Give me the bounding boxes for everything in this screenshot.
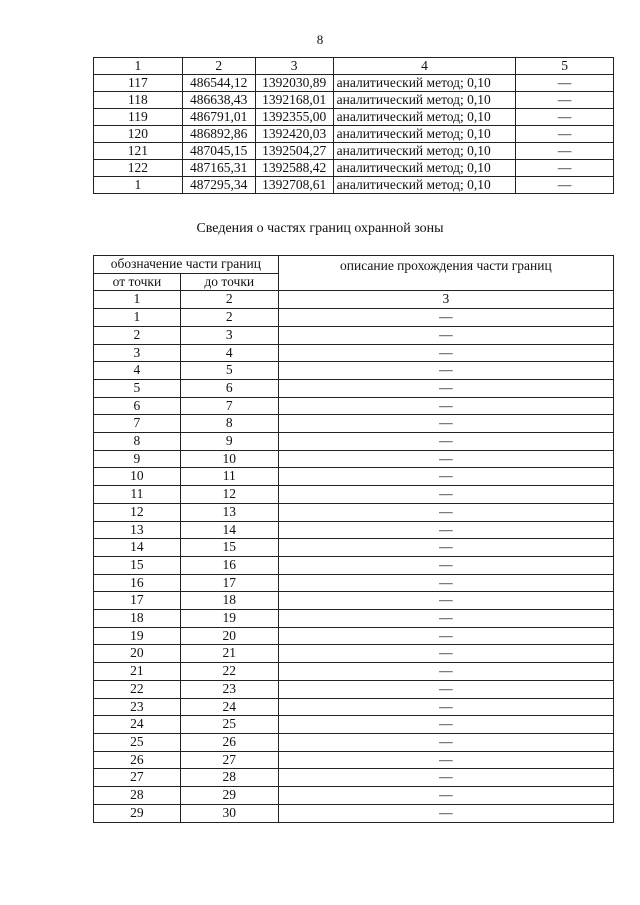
table-row [94,397,614,415]
table-cell: — [278,733,613,751]
table-cell: 19 [180,610,278,628]
table-cell: 7 [94,415,181,433]
table-cell: — [278,556,613,574]
boundary-parts-table-body [94,256,614,823]
table-row [94,645,614,663]
table-cell: 27 [180,751,278,769]
coordinates-header-cell: 5 [516,58,614,75]
table-row [94,521,614,539]
table-cell: — [278,344,613,362]
table-cell: 2 [94,326,181,344]
table-cell: 1 [94,309,181,327]
table-cell: — [278,804,613,822]
coordinates-header-cell: 2 [182,58,255,75]
section-title: Сведения о частях границ охранной зоны [196,221,444,236]
table-cell: — [278,663,613,681]
table-cell: 18 [180,592,278,610]
table-cell: 117 [94,75,183,92]
table-row [94,92,614,109]
parts-header-from: от точки [94,273,181,291]
table-row [94,143,614,160]
table-cell: 26 [94,751,181,769]
table-cell: 10 [180,450,278,468]
table-cell: 486892,86 [182,126,255,143]
table-cell: 486544,12 [182,75,255,92]
table-cell: 25 [94,733,181,751]
table-cell: — [278,716,613,734]
table-row [94,433,614,451]
table-cell: — [516,143,614,160]
coordinates-table-body [94,58,614,194]
parts-numbering-cell: 3 [278,291,613,309]
table-cell: 13 [94,521,181,539]
parts-header-row [94,256,614,274]
table-row [94,627,614,645]
table-cell: 486638,43 [182,92,255,109]
boundary-parts-table [93,255,614,823]
table-row [94,539,614,557]
table-row [94,379,614,397]
table-row [94,126,614,143]
table-row [94,574,614,592]
table-cell: 29 [180,787,278,805]
table-cell: — [278,326,613,344]
table-row [94,503,614,521]
table-cell: — [516,92,614,109]
table-row [94,698,614,716]
table-row [94,556,614,574]
table-cell: 1392420,03 [255,126,333,143]
table-cell: 1392504,27 [255,143,333,160]
table-cell: — [278,433,613,451]
table-cell: 1392708,61 [255,177,333,194]
table-cell: 13 [180,503,278,521]
table-cell: аналитический метод; 0,10 [333,109,516,126]
table-cell: 6 [94,397,181,415]
parts-numbering-row [94,291,614,309]
table-cell: 6 [180,379,278,397]
table-row [94,109,614,126]
table-row [94,450,614,468]
table-cell: 24 [94,716,181,734]
table-cell: 12 [94,503,181,521]
table-cell: 11 [180,468,278,486]
table-cell: 487045,15 [182,143,255,160]
table-cell: 7 [180,397,278,415]
table-row [94,362,614,380]
table-row [94,733,614,751]
table-cell: 5 [180,362,278,380]
table-cell: аналитический метод; 0,10 [333,177,516,194]
table-cell: 28 [94,787,181,805]
table-cell: 3 [180,326,278,344]
table-cell: 25 [180,716,278,734]
coordinates-header-cell: 4 [333,58,516,75]
table-cell: 28 [180,769,278,787]
table-cell: аналитический метод; 0,10 [333,92,516,109]
table-cell: 27 [94,769,181,787]
table-cell: 1392168,01 [255,92,333,109]
table-cell: 487295,34 [182,177,255,194]
parts-header-description: описание прохождения части границ [278,256,613,291]
table-cell: 122 [94,160,183,177]
table-cell: — [278,379,613,397]
table-row [94,344,614,362]
table-cell: 8 [94,433,181,451]
table-cell: 22 [180,663,278,681]
table-row [94,804,614,822]
table-cell: — [278,769,613,787]
table-cell: — [516,126,614,143]
table-row [94,309,614,327]
table-cell: 9 [94,450,181,468]
coordinates-header-cell: 1 [94,58,183,75]
table-cell: — [278,751,613,769]
table-cell: — [278,574,613,592]
table-cell: — [278,397,613,415]
table-row [94,610,614,628]
table-cell: — [278,486,613,504]
table-cell: 24 [180,698,278,716]
coordinates-header-row [94,58,614,75]
table-cell: 1392030,89 [255,75,333,92]
table-cell: 10 [94,468,181,486]
table-cell: 9 [180,433,278,451]
table-cell: — [516,177,614,194]
table-cell: 30 [180,804,278,822]
table-cell: 23 [94,698,181,716]
table-cell: 20 [180,627,278,645]
table-cell: 19 [94,627,181,645]
table-cell: 23 [180,680,278,698]
table-cell: — [278,610,613,628]
table-cell: аналитический метод; 0,10 [333,160,516,177]
table-cell: — [278,698,613,716]
table-cell: — [278,645,613,663]
page-number: 8 [316,32,324,47]
parts-header-to: до точки [180,273,278,291]
table-row [94,160,614,177]
table-cell: 15 [94,556,181,574]
table-cell: — [278,503,613,521]
table-cell: 21 [180,645,278,663]
table-cell: — [278,468,613,486]
table-cell: 3 [94,344,181,362]
table-row [94,751,614,769]
table-row [94,680,614,698]
table-cell: — [516,109,614,126]
table-row [94,326,614,344]
parts-numbering-cell: 2 [180,291,278,309]
table-cell: — [278,450,613,468]
table-cell: — [278,627,613,645]
table-row [94,787,614,805]
table-row [94,769,614,787]
table-cell: 486791,01 [182,109,255,126]
table-row [94,468,614,486]
table-cell: 2 [180,309,278,327]
table-cell: 15 [180,539,278,557]
table-cell: 22 [94,680,181,698]
table-cell: 5 [94,379,181,397]
table-cell: — [278,787,613,805]
table-cell: 1392355,00 [255,109,333,126]
table-cell: 20 [94,645,181,663]
table-cell: — [278,309,613,327]
table-row [94,716,614,734]
table-cell: 1392588,42 [255,160,333,177]
parts-header-group: обозначение части границ [94,256,279,274]
table-cell: 4 [94,362,181,380]
table-cell: 11 [94,486,181,504]
table-cell: 16 [180,556,278,574]
table-cell: 26 [180,733,278,751]
table-cell: 121 [94,143,183,160]
table-cell: 14 [180,521,278,539]
table-cell: 12 [180,486,278,504]
table-cell: 16 [94,574,181,592]
table-cell: 120 [94,126,183,143]
table-cell: 17 [94,592,181,610]
table-cell: аналитический метод; 0,10 [333,143,516,160]
table-row [94,75,614,92]
table-cell: — [278,415,613,433]
table-cell: — [278,362,613,380]
table-cell: 21 [94,663,181,681]
table-cell: — [278,521,613,539]
table-cell: 8 [180,415,278,433]
table-cell: 119 [94,109,183,126]
table-row [94,592,614,610]
table-row [94,663,614,681]
parts-numbering-cell: 1 [94,291,181,309]
table-cell: 118 [94,92,183,109]
table-cell: — [516,160,614,177]
table-cell: — [278,680,613,698]
coordinates-table [93,57,614,194]
table-cell: — [516,75,614,92]
table-cell: — [278,539,613,557]
table-cell: 17 [180,574,278,592]
table-cell: 487165,31 [182,160,255,177]
table-row [94,486,614,504]
table-cell: — [278,592,613,610]
table-cell: 4 [180,344,278,362]
coordinates-header-cell: 3 [255,58,333,75]
table-row [94,415,614,433]
table-cell: 29 [94,804,181,822]
table-cell: 14 [94,539,181,557]
table-cell: 18 [94,610,181,628]
table-cell: 1 [94,177,183,194]
table-cell: аналитический метод; 0,10 [333,75,516,92]
table-row [94,177,614,194]
table-cell: аналитический метод; 0,10 [333,126,516,143]
